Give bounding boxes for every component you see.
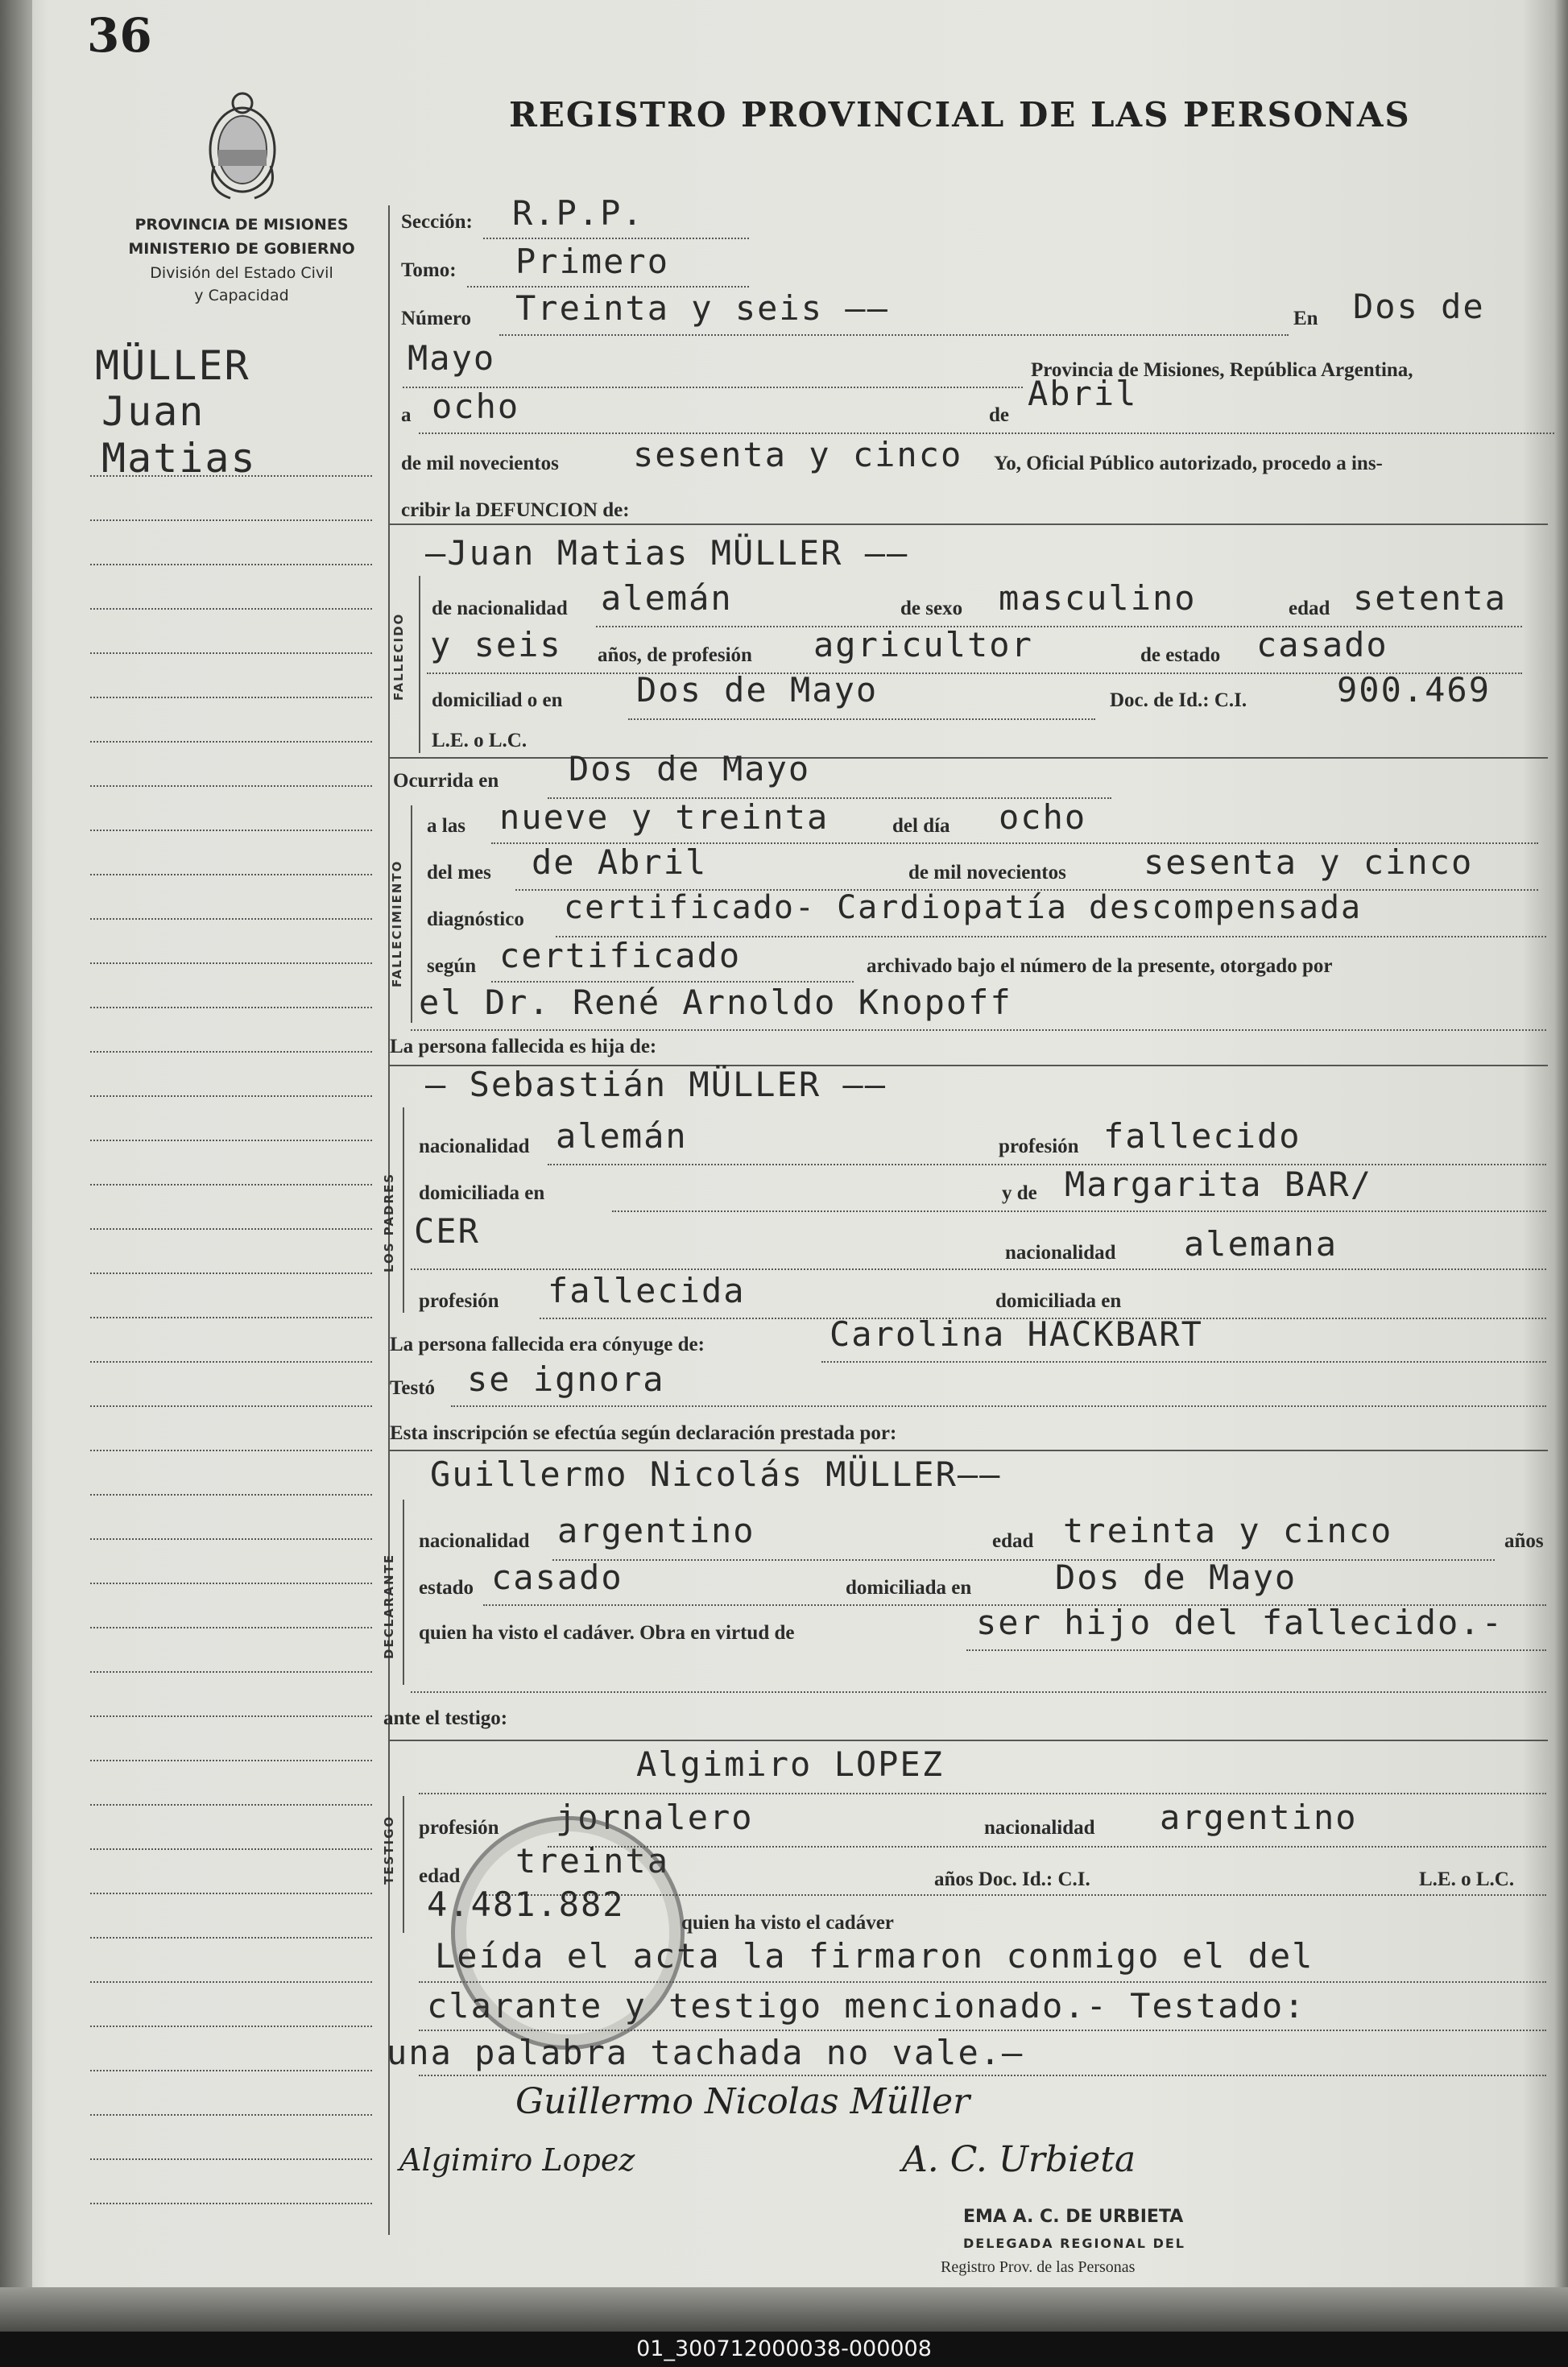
seccion-label: Sección: — [401, 211, 473, 233]
ci-value: 900.469 — [1337, 670, 1491, 710]
tomo-label: Tomo: — [401, 259, 457, 281]
margin-rule — [90, 1848, 372, 1850]
cribir-label: cribir la DEFUNCION de: — [401, 499, 630, 521]
testigo-bracket — [403, 1796, 404, 1933]
madre2-value: CER — [414, 1211, 480, 1251]
margin-name2: Matias — [101, 435, 257, 482]
margin-rule — [90, 564, 372, 565]
ministry-label: MINISTERIO DE GOBIERNO — [128, 240, 355, 258]
quien-visto-label: quien ha visto el cadáver. Obra en virtud de — [419, 1622, 795, 1644]
margin-name1: Juan — [101, 388, 205, 435]
margin-rule — [90, 2158, 372, 2160]
mes2-value: de Abril — [532, 842, 708, 882]
oficial-label: Yo, Oficial Público autorizado, procedo a ins- — [994, 453, 1383, 474]
decl-edad-value: treinta y cinco — [1063, 1511, 1393, 1550]
decl-line3 — [966, 1649, 1546, 1651]
testigo-name: Algimiro LOPEZ — [636, 1744, 945, 1784]
medico-value: el Dr. René Arnoldo Knopoff — [419, 983, 1012, 1022]
fallecido-line3 — [628, 718, 1095, 720]
document-title: REGISTRO PROVINCIAL DE LAS PERSONAS — [509, 95, 1411, 134]
diagnostico-label: diagnóstico — [427, 908, 524, 930]
test-lelc-label: L.E. o L.C. — [1419, 1868, 1515, 1890]
en-label: En — [1293, 308, 1318, 329]
margin-rule — [90, 741, 372, 743]
de-mil-label: de mil novecientos — [401, 453, 559, 474]
padres-vertical-label: LOS PADRES — [382, 1172, 396, 1272]
numero-label: Número — [401, 308, 472, 329]
margin-rule — [90, 1981, 372, 1983]
nota-line2 — [419, 2030, 1546, 2031]
tomo-value: Primero — [515, 242, 670, 281]
fecha-line — [419, 432, 1554, 434]
conyuge-label: La persona fallecida era cónyuge de: — [390, 1334, 705, 1355]
madre-dom-label: domiciliada en — [995, 1290, 1122, 1312]
madre-prof-label: profesión — [419, 1290, 499, 1312]
edad-label: edad — [1289, 598, 1330, 619]
padre-line2 — [612, 1210, 1546, 1212]
margin-rule — [90, 1715, 372, 1717]
margin-rule — [90, 608, 372, 610]
province-label: PROVINCIA DE MISIONES — [134, 216, 349, 234]
fallecimiento-bracket — [411, 805, 412, 1023]
decl-estado-label: estado — [419, 1577, 474, 1599]
image-caption: 01_300712000038-000008 — [0, 2332, 1568, 2367]
margin-rule — [90, 1494, 372, 1496]
madre-nac-label: nacionalidad — [1005, 1242, 1116, 1264]
seccion-line — [483, 238, 749, 239]
declarante-name: Guillermo Nicolás MÜLLER—— — [430, 1455, 1002, 1494]
section-rule — [388, 1740, 1548, 1741]
anio2-value: sesenta y cinco — [1144, 842, 1474, 882]
fallecido-name: —Juan Matias MÜLLER —— — [425, 533, 909, 573]
numero-value: Treinta y seis —— — [515, 288, 889, 328]
seccion-value: R.P.P. — [512, 193, 644, 233]
margin-rule — [90, 874, 372, 875]
margin-rule — [90, 918, 372, 920]
profesion-label: años, de profesión — [598, 644, 752, 666]
margin-surname: MÜLLER — [95, 342, 250, 389]
margin-rule — [90, 1228, 372, 1230]
official-name: EMA A. C. DE URBIETA — [963, 2207, 1184, 2227]
mes-value: Abril — [1028, 374, 1138, 413]
margin-rule — [90, 1538, 372, 1540]
hija-label: La persona fallecida es hija de: — [390, 1036, 657, 1057]
test-edad-label: edad — [419, 1865, 461, 1887]
yde-label: y de — [1002, 1182, 1037, 1204]
a-label: a — [401, 404, 412, 426]
margin-rule — [90, 1272, 372, 1274]
testigo-signature: Algimiro Lopez — [399, 2142, 635, 2178]
de-label: de — [989, 404, 1009, 426]
margin-rule — [90, 2203, 372, 2204]
division-label: División del Estado Civil — [150, 264, 333, 282]
deldia-label: del día — [892, 815, 950, 837]
hora-value: nueve y treinta — [499, 797, 830, 837]
alas-label: a las — [427, 815, 465, 837]
nacionalidad-label: de nacionalidad — [432, 598, 568, 619]
inscripcion-label: Esta inscripción se efectúa según declaración prestada por: — [390, 1422, 897, 1444]
madre-prof-value: fallecida — [548, 1271, 746, 1310]
test-prof-value: jornalero — [556, 1798, 754, 1837]
capacity-label: y Capacidad — [194, 287, 289, 304]
decl-estado-value: casado — [491, 1558, 623, 1597]
margin-rule — [90, 1317, 372, 1318]
quien-visto2-label: quien ha visto el cadáver — [681, 1912, 894, 1934]
madre-nac-value: alemana — [1184, 1224, 1338, 1264]
segun-value: certificado — [499, 936, 742, 975]
ocurrida-label: Ocurrida en — [393, 770, 499, 792]
margin-rule — [90, 2026, 372, 2027]
conyuge-line — [821, 1361, 1546, 1363]
ante-testigo-label: ante el testigo: — [383, 1707, 508, 1729]
margin-rule — [90, 1893, 372, 1894]
test-nac-value: argentino — [1160, 1798, 1358, 1837]
domicilio-label: domiciliad o en — [432, 689, 563, 711]
section-rule — [388, 1450, 1548, 1451]
margin-rule — [90, 1184, 372, 1186]
nota1-value: Leída el acta la firmaron conmigo el del — [435, 1936, 1314, 1976]
padre-nac-label: nacionalidad — [419, 1136, 530, 1157]
test-ci-value: 4.481.882 — [427, 1885, 625, 1924]
tomo-line — [467, 286, 749, 288]
margin-rule — [90, 2114, 372, 2116]
margin-rule — [90, 652, 372, 654]
margin-rule — [90, 1804, 372, 1806]
margin-rule — [90, 830, 372, 831]
padres-bracket — [403, 1107, 404, 1313]
margin-rule — [90, 1450, 372, 1451]
declarante-bracket — [403, 1500, 404, 1685]
madre-line1 — [411, 1268, 1546, 1270]
demil2-label: de mil novecientos — [908, 862, 1066, 883]
official-role1: DELEGADA REGIONAL DEL — [963, 2236, 1185, 2251]
fallecido-vertical-label: FALLECIDO — [391, 612, 406, 701]
margin-rule — [90, 697, 372, 698]
decl-line1 — [552, 1559, 1495, 1561]
nota-line1 — [419, 1981, 1546, 1983]
conyuge-value: Carolina HACKBART — [830, 1314, 1203, 1354]
decl-line4 — [411, 1691, 1546, 1693]
nota3-value: una palabra tachada no vale.— — [387, 2033, 1024, 2072]
test-doc-label: años Doc. Id.: C.I. — [934, 1868, 1090, 1890]
nota-line3 — [419, 2075, 1546, 2076]
lelc-label: L.E. o L.C. — [432, 730, 527, 751]
madre1-value: Margarita BAR/ — [1065, 1165, 1373, 1204]
decl-nac-value: argentino — [557, 1511, 755, 1550]
testigo-line0 — [419, 1793, 1546, 1794]
sexo-value: masculino — [999, 578, 1197, 618]
margin-rule — [90, 1937, 372, 1939]
edad1-value: setenta — [1353, 578, 1508, 618]
medico-line — [411, 1029, 1546, 1031]
margin-rule — [90, 1361, 372, 1363]
nota2-value: clarante y testigo mencionado.- Testado: — [427, 1986, 1306, 2026]
test-nac-label: nacionalidad — [984, 1817, 1095, 1839]
padre-dom-label: domiciliada en — [419, 1182, 545, 1204]
coat-of-arms-icon — [198, 85, 287, 205]
lugar1-value: Dos de — [1353, 287, 1485, 326]
margin-rule — [90, 785, 372, 787]
margin-rule — [90, 1405, 372, 1407]
decl-dom-value: Dos de Mayo — [1055, 1558, 1297, 1597]
decl-virtud-value: ser hijo del fallecido.- — [976, 1603, 1504, 1642]
estado-value: casado — [1256, 625, 1388, 664]
delmes-label: del mes — [427, 862, 491, 883]
testo-line — [451, 1405, 1546, 1407]
margin-rule — [90, 1583, 372, 1584]
padre-line1 — [548, 1164, 1546, 1165]
sexo-label: de sexo — [900, 598, 963, 619]
decl-nac-label: nacionalidad — [419, 1530, 530, 1552]
padre-name: — Sebastián MÜLLER —— — [425, 1065, 887, 1104]
archivado-label: archivado bajo el número de la presente, otorgado por — [867, 955, 1333, 977]
nacionalidad-value: alemán — [601, 578, 733, 618]
margin-rule — [90, 1627, 372, 1628]
margin-rule — [90, 1095, 372, 1097]
oficial-signature: A. C. Urbieta — [902, 2139, 1136, 2180]
domicilio-value: Dos de Mayo — [636, 670, 879, 710]
section-rule — [388, 523, 1548, 525]
margin-rule — [90, 519, 372, 521]
padre-prof-label: profesión — [999, 1136, 1079, 1157]
padre-prof-value: fallecido — [1103, 1116, 1301, 1156]
dia-value: ocho — [432, 387, 520, 426]
margin-rule — [90, 1671, 372, 1673]
page-number: 36 — [87, 8, 152, 63]
official-role2: Registro Prov. de las Personas — [941, 2258, 1136, 2276]
testigo-line1 — [548, 1846, 1546, 1848]
fallecido-bracket — [419, 576, 420, 753]
declarante-signature: Guillermo Nicolas Müller — [515, 2081, 970, 2122]
estado-label: de estado — [1140, 644, 1221, 666]
diagnostico-value: certificado- Cardiopatía descompensada — [564, 889, 1363, 926]
testo-value: se ignora — [467, 1359, 665, 1399]
profesion-value: agricultor — [813, 625, 1033, 664]
numero-line — [499, 334, 1289, 336]
test-edad-value: treinta — [515, 1841, 670, 1881]
margin-rule — [90, 1760, 372, 1761]
anio-value: sesenta y cinco — [633, 435, 963, 474]
book-spine — [0, 0, 32, 2332]
section-rule — [388, 757, 1548, 759]
margin-rule — [90, 1140, 372, 1141]
provincia-label: Provincia de Misiones, República Argentina, — [1031, 359, 1413, 381]
declarante-vertical-label: DECLARANTE — [382, 1553, 396, 1659]
decl-edad-label: edad — [992, 1530, 1034, 1552]
page-bottom-edge — [0, 2287, 1568, 2332]
testo-label: Testó — [390, 1377, 436, 1399]
fallecimiento-vertical-label: FALLECIMIENTO — [390, 859, 404, 987]
margin-rule — [90, 2070, 372, 2071]
margin-rule — [90, 1007, 372, 1008]
margin-rule — [90, 962, 372, 964]
margin-rule — [90, 1051, 372, 1053]
docid-label: Doc. de Id.: C.I. — [1110, 689, 1247, 711]
decl-anos-label: años — [1504, 1530, 1544, 1552]
testigo-vertical-label: TESTIGO — [382, 1815, 396, 1885]
lugar2-value: Mayo — [408, 338, 496, 378]
test-prof-label: profesión — [419, 1817, 499, 1839]
padre-nac-value: alemán — [556, 1116, 688, 1156]
segun-label: según — [427, 955, 477, 977]
margin-rule — [90, 475, 372, 477]
edad2-value: y seis — [430, 625, 562, 664]
decl-dom-label: domiciliada en — [846, 1577, 972, 1599]
dia2-value: ocho — [999, 797, 1087, 837]
ocurrida-value: Dos de Mayo — [569, 749, 811, 788]
